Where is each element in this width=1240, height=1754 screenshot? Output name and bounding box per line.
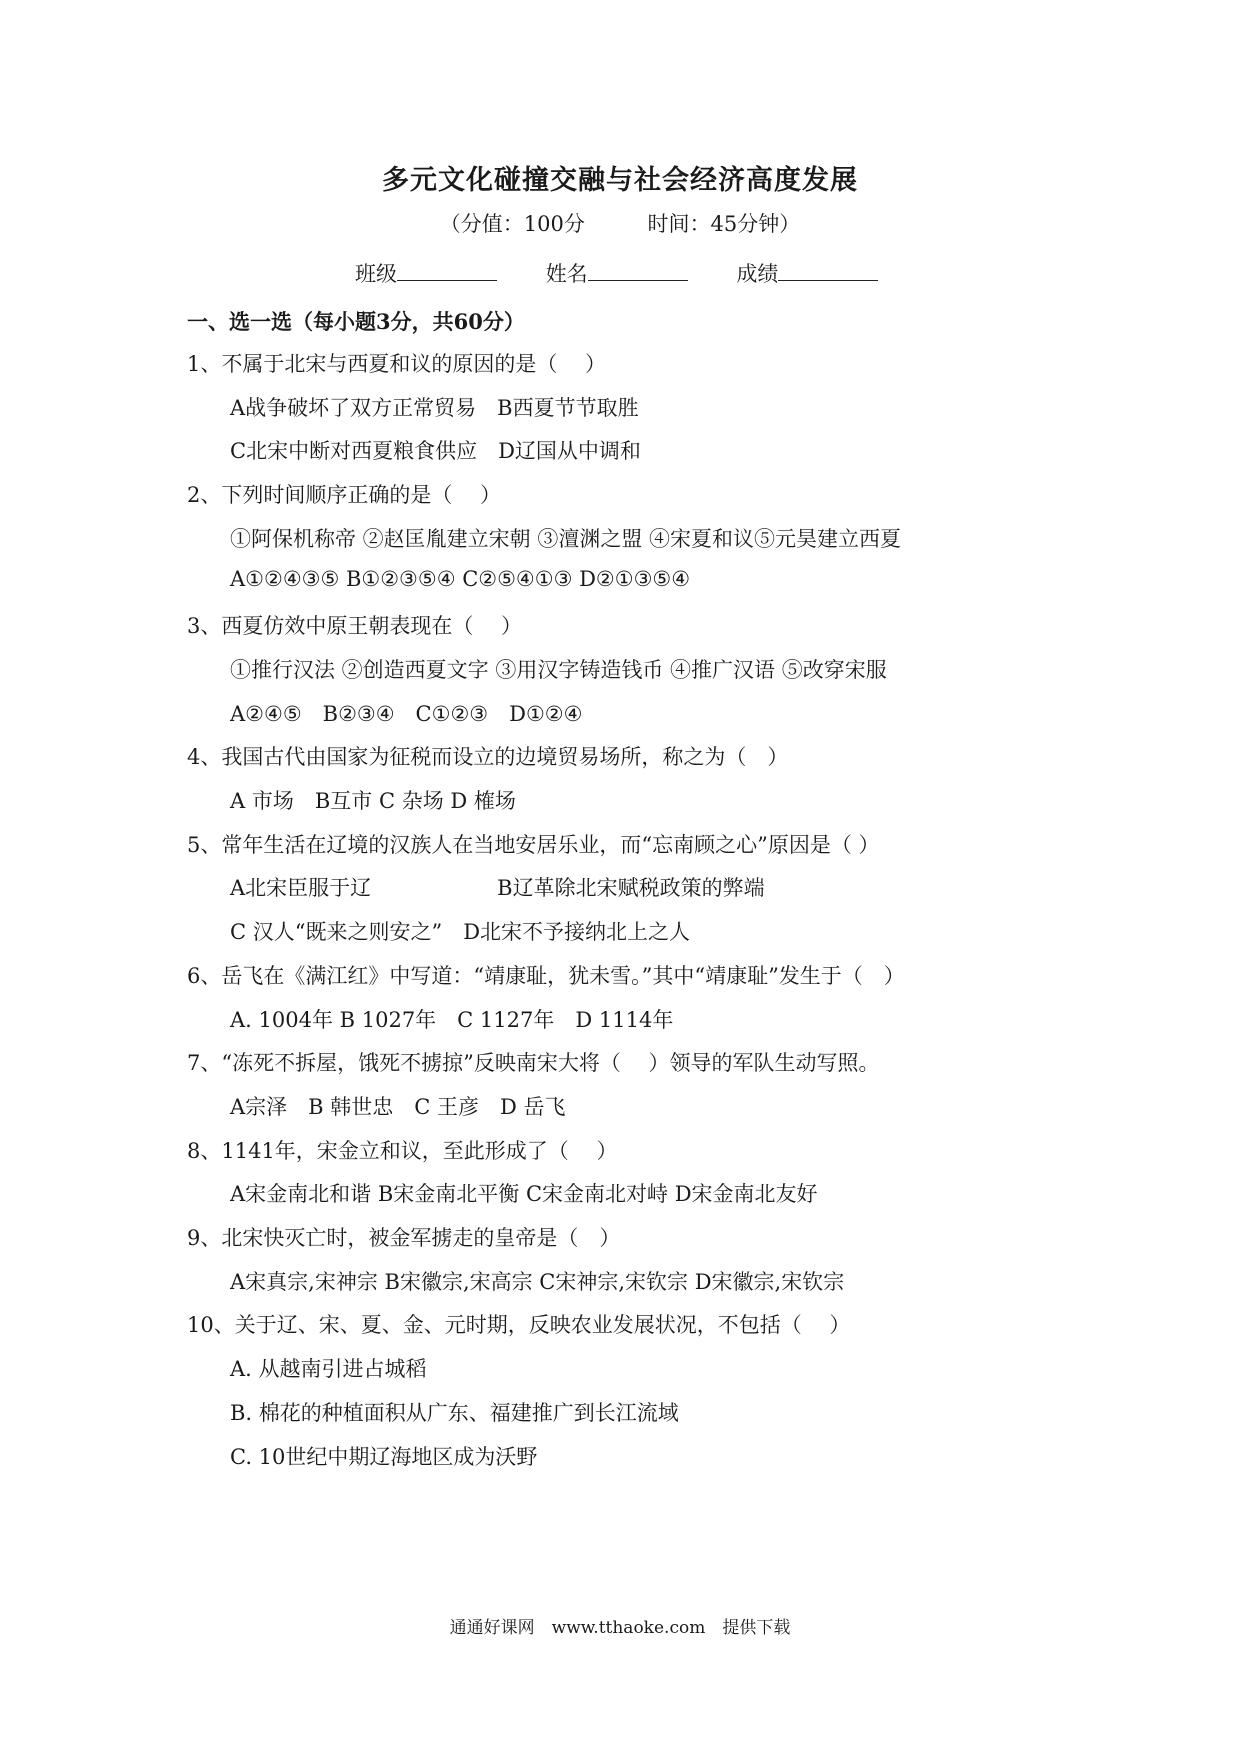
question-stem: 1、不属于北宋与西夏和议的原因的是（ ） (187, 352, 607, 376)
grade-field (736, 258, 878, 288)
grade-blank (778, 260, 878, 281)
question-option: A. 1004年 B 1027年 C 1127年 D 1114年 (230, 1008, 674, 1032)
name-field (546, 258, 688, 288)
question-option: A. 从越南引进占城稻 (230, 1357, 427, 1381)
class-blank (397, 260, 497, 281)
class-field (355, 258, 497, 288)
question-option: C. 10世纪中期辽海地区成为沃野 (230, 1445, 538, 1469)
section-heading: 一、选一选（每小题3分，共60分） (187, 309, 525, 334)
page-title: 多元文化碰撞交融与社会经济高度发展 (382, 165, 858, 196)
question-option: A战争破坏了双方正常贸易 B西夏节节取胜 (230, 396, 639, 420)
question-stem: 8、1141年，宋金立和议，至此形成了（ ） (187, 1139, 618, 1163)
question-option: B. 棉花的种植面积从广东、福建推广到长江流域 (230, 1401, 679, 1425)
question-option: A宋真宗,宋神宗 B宋徽宗,宋高宗 C宋神宗,宋钦宗 D宋徽宗,宋钦宗 (230, 1270, 845, 1294)
question-option: A宋金南北和谐 B宋金南北平衡 C宋金南北对峙 D宋金南北友好 (230, 1182, 818, 1206)
question-stem: 7、“冻死不拆屋，饿死不掳掠”反映南宋大将（ ）领导的军队生动写照。 (187, 1051, 880, 1075)
question-option: C 汉人“既来之则安之” D北宋不予接纳北上之人 (230, 920, 691, 944)
question-stem: 9、北宋快灭亡时，被金军掳走的皇帝是（ ） (187, 1226, 621, 1250)
class-label: 班级 (355, 262, 397, 286)
question-option: C北宋中断对西夏粮食供应 D辽国从中调和 (230, 439, 641, 463)
question-option: ①阿保机称帝 ②赵匡胤建立宋朝 ③澶渊之盟 ④宋夏和议⑤元昊建立西夏 (230, 527, 902, 551)
question-stem: 10、关于辽、宋、夏、金、元时期，反映农业发展状况，不包括（ ） (187, 1313, 851, 1337)
score-text: （分值：100分 (439, 212, 585, 236)
footer-text: 通通好课网 www.tthaoke.com 提供下载 (449, 1618, 791, 1638)
question-option: A 市场 B互市 C 杂场 D 榷场 (230, 789, 516, 813)
question-stem: 5、常年生活在辽境的汉族人在当地安居乐业，而“忘南顾之心”原因是（ ） (187, 833, 880, 857)
question-option: A北宋臣服于辽 B辽革除北宋赋税政策的弊端 (230, 876, 765, 900)
time-text: 时间：45分钟） (647, 212, 801, 236)
question-option: A②④⑤ B②③④ C①②③ D①②④ (230, 702, 583, 726)
student-info (355, 258, 920, 288)
question-option: A宗泽 B 韩世忠 C 王彦 D 岳飞 (230, 1095, 566, 1119)
question-stem: 6、岳飞在《满江红》中写道：“靖康耻，犹未雪。”其中“靖康耻”发生于（ ） (187, 964, 905, 988)
question-stem: 2、下列时间顺序正确的是（ ） (187, 483, 502, 507)
question-stem: 3、西夏仿效中原王朝表现在（ ） (187, 614, 523, 638)
name-blank (588, 260, 688, 281)
name-label: 姓名 (545, 262, 588, 286)
question-option: A①②④③⑤ B①②③⑤④ C②⑤④①③ D②①③⑤④ (230, 567, 691, 591)
exam-meta (0, 208, 1240, 238)
question-option: ①推行汉法 ②创造西夏文字 ③用汉字铸造钱币 ④推广汉语 ⑤改穿宋服 (230, 658, 887, 682)
question-stem: 4、我国古代由国家为征税而设立的边境贸易场所，称之为（ ） (187, 745, 789, 769)
grade-label: 成绩 (736, 262, 779, 286)
